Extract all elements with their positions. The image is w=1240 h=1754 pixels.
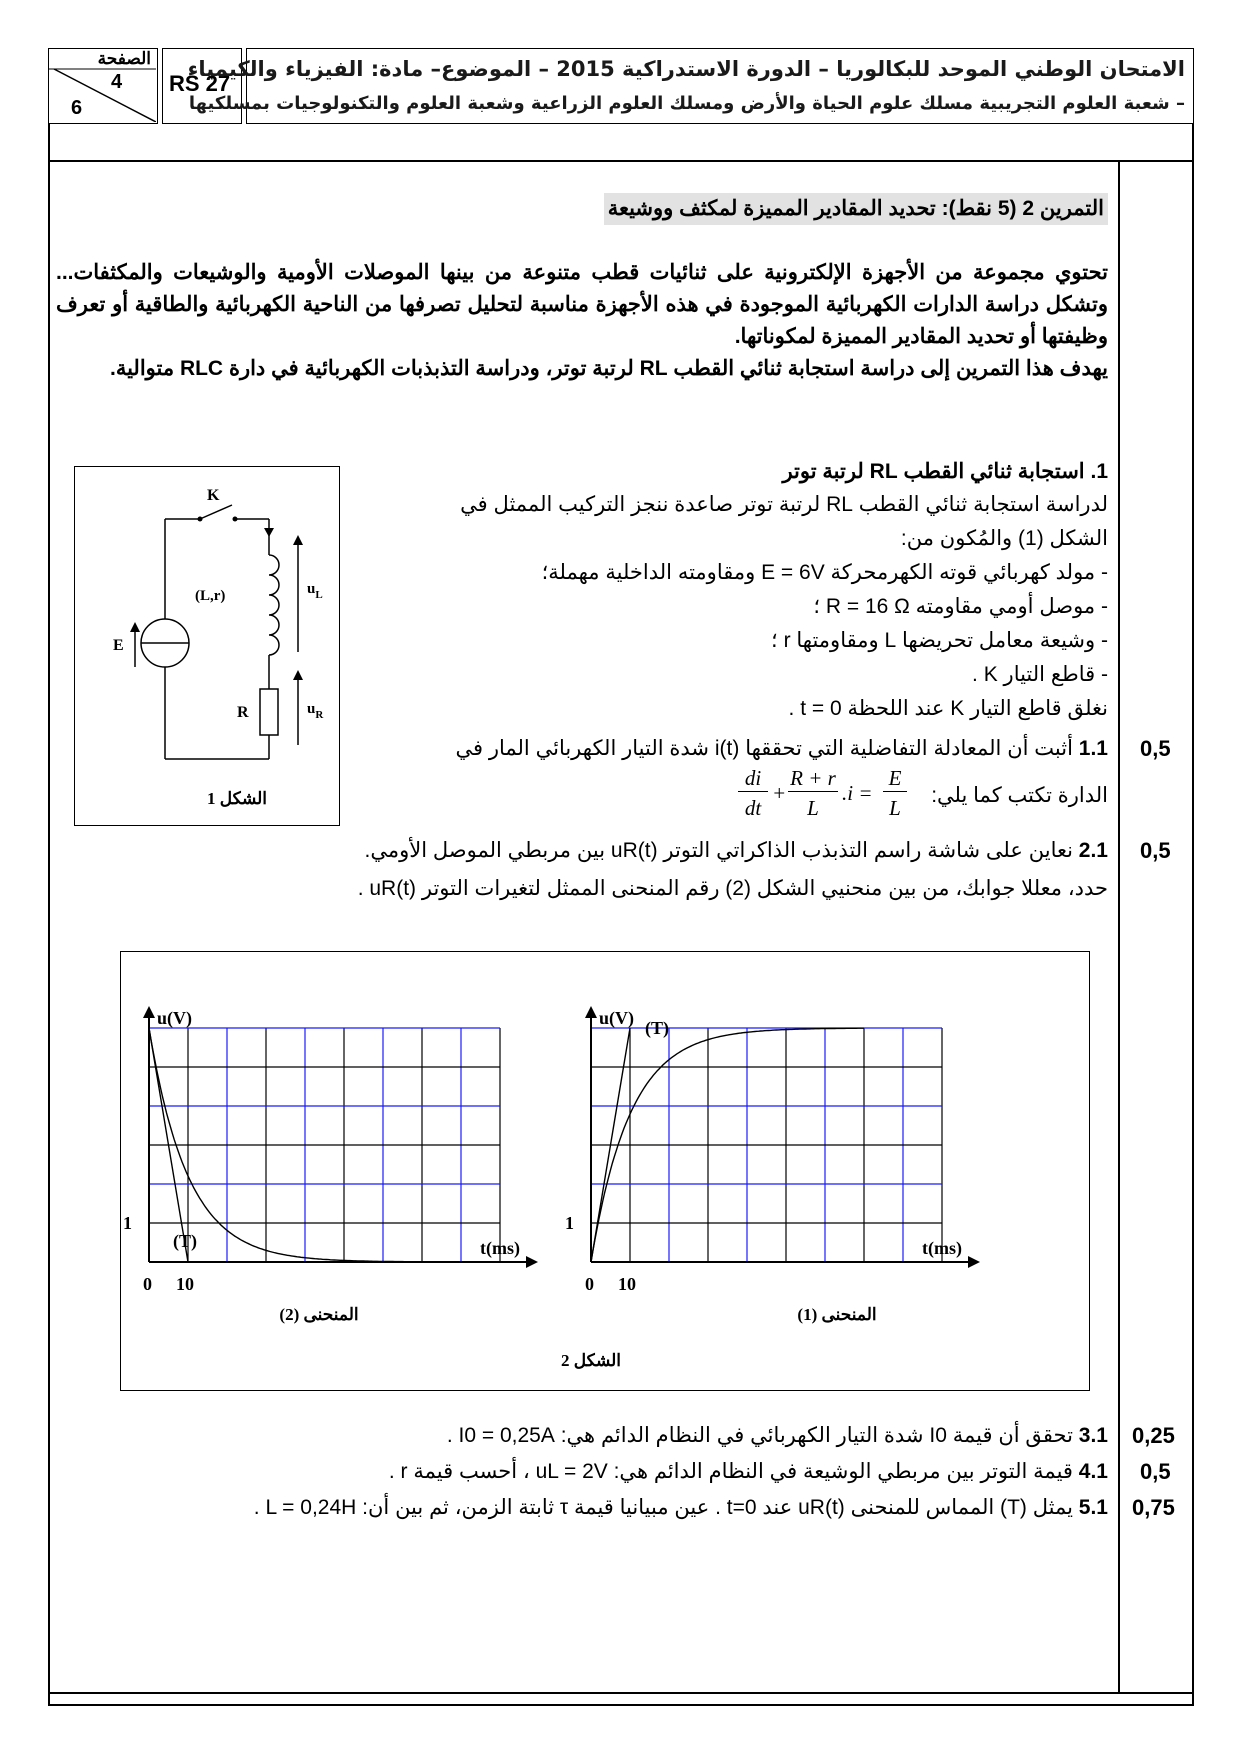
q51-number: 5.1	[1078, 1496, 1108, 1519]
current-arrow-icon	[264, 528, 274, 537]
eq-num2: R + r	[788, 766, 838, 792]
frame-left	[48, 124, 50, 1704]
uR-arrowhead-icon	[293, 670, 303, 680]
eq-den1: dt	[744, 796, 762, 820]
frame-score-divider	[1118, 160, 1120, 1692]
c2-x-arrow-icon	[526, 1256, 538, 1268]
generator-icon	[141, 619, 189, 667]
figure2-box	[120, 951, 1090, 1391]
differential-equation	[738, 766, 908, 830]
E-arrowhead-icon	[130, 622, 140, 632]
part1-line-3: - مولد كهربائي قوته الكهرمحركة E = 6V ومقاومته الداخلية مهملة؛	[541, 561, 1108, 584]
switch-icon	[198, 505, 238, 522]
frame-right	[1192, 124, 1194, 1704]
q21-body: نعاين على شاشة راسم التذبذب الذاكراتي التوتر uR(t) بين مربطي الموصل الأومي.	[364, 839, 1073, 862]
q11-score: 0,5	[1140, 736, 1171, 761]
part1-line-7: نغلق قاطع التيار K عند اللحظة t = 0 .	[788, 697, 1108, 720]
exam-subtitle: – شعبة العلوم التجريبية مسلك علوم الحياة والأرض ومسلك العلوم الزراعية وشعبة العلوم والتكنولوجيات بمسلكيها	[188, 93, 1185, 114]
q31-score: 0,25	[1132, 1423, 1175, 1448]
switch-label: K	[207, 487, 220, 504]
part1-line-2: الشكل (1) والمُكون من:	[900, 527, 1108, 550]
c2-tick-x: 10	[176, 1274, 194, 1294]
q41-body: قيمة التوتر بين مربطي الوشيعة في النظام الدائم هي: uL = 2V ، أحسب قيمة r .	[388, 1460, 1073, 1483]
part1-heading: 1. استجابة ثنائي القطب RL لرتبة توتر	[782, 460, 1108, 483]
q41-number: 4.1	[1078, 1460, 1108, 1483]
q51-text	[254, 1492, 1108, 1524]
resistor-icon	[260, 689, 278, 735]
c2-y-label: u(V)	[157, 1008, 192, 1028]
exam-title: الامتحان الوطني الموحد للبكالوريا – الدورة الاستدراكية 2015 – الموضوع– مادة: الفيزياء والكيمياء	[187, 57, 1185, 81]
uL-arrowhead-icon	[293, 535, 303, 545]
eq-mid: .i =	[842, 781, 873, 805]
q11-body: أثبت أن المعادلة التفاضلية التي تحققها i(t) شدة التيار الكهربائي المار في	[455, 737, 1073, 760]
q31-body: تحقق أن قيمة I0 شدة التيار الكهربائي في النظام الدائم هي: I0 = 0,25A .	[446, 1424, 1073, 1447]
c1-tick-y: 1	[565, 1213, 574, 1233]
c1-tangent-label: (T)	[645, 1018, 669, 1038]
q51-body: يمثل (T) المماس للمنحنى uR(t) عند t=0 . عين مبيانيا قيمة τ ثابتة الزمن، ثم بين أن: L = 0,24H .	[253, 1496, 1073, 1519]
q41-score: 0,5	[1140, 1459, 1171, 1484]
part1-line-5: - وشيعة معامل تحريضها L ومقاومتها r ؛	[771, 629, 1108, 652]
q11-text2: الدارة تكتب كما يلي:	[931, 784, 1108, 807]
circuit-diagram	[75, 467, 338, 824]
curve2-caption: المنحنى (2)	[279, 1305, 359, 1324]
q21-text	[364, 835, 1108, 867]
q21-score: 0,5	[1140, 838, 1171, 863]
eq-den2: L	[807, 796, 819, 820]
q41-text	[389, 1456, 1108, 1488]
resistor-label: R	[237, 704, 249, 721]
page-indicator-box	[48, 48, 158, 124]
eq-plus: +	[772, 781, 787, 805]
c1-x-label: t(ms)	[922, 1238, 962, 1258]
exercise-title: التمرين 2 (5 نقط): تحديد المقادير المميزة لمكثف ووشيعة	[604, 193, 1108, 225]
figure2-caption: الشكل 2	[560, 1351, 622, 1370]
part1-line-4: - موصل أومي مقاومته R = 16 Ω ؛	[813, 595, 1108, 618]
page-total: 6	[71, 97, 83, 119]
c2-y-arrow-icon	[143, 1006, 155, 1018]
c1-tick-x0: 0	[585, 1274, 594, 1294]
q21-text2: حدد، معللا جوابك، من بين منحنيي الشكل (2) رقم المنحنى الممثل لتغيرات التوتر uR(t) .	[357, 877, 1108, 900]
q11-text	[455, 733, 1108, 765]
part1-line-1: لدراسة استجابة ثنائي القطب RL لرتبة توتر صاعدة ننجز التركيب الممثل في	[460, 493, 1108, 516]
exercise-intro: تحتوي مجموعة من الأجهزة الإلكترونية على ثنائيات قطب متنوعة من بينها الموصلات الأومية والوشيعات والمكثفات... وتشكل دراسة الدارات الكهربائية الموجودة في هذه الأجهزة مناسبة لتحليل تصرفها من الناحية الكهربائية والطاقية أو تعرف وظيفتها أو تحديد المقادير المميزة لمكوناتها.	[56, 261, 1108, 348]
page-current: 4	[111, 71, 123, 93]
page-label: الصفحة	[97, 49, 151, 68]
curve1-caption: المنحنى (1)	[797, 1305, 877, 1324]
part1-line-6: - قاطع التيار K .	[972, 663, 1108, 686]
exercise-aim: يهدف هذا التمرين إلى دراسة استجابة ثنائي القطب RL لرتبة توتر، ودراسة التذبذبات الكهربائية في دارة RLC متوالية.	[110, 357, 1108, 380]
figure2-svg	[121, 952, 1088, 1389]
figure1-box	[74, 466, 340, 826]
uR-label: $u_R$	[307, 701, 324, 721]
c2-tangent-label: (T)	[173, 1231, 197, 1251]
frame-bottom-inner	[48, 1692, 1194, 1694]
frame-top	[48, 160, 1194, 162]
c2-tick-x0: 0	[143, 1274, 152, 1294]
q11-number: 1.1	[1078, 737, 1108, 760]
q51-score: 0,75	[1132, 1495, 1175, 1520]
exam-code: RS 27	[169, 71, 231, 96]
coil-label: (L,r)	[195, 588, 226, 604]
q21-number: 2.1	[1078, 839, 1108, 862]
figure1-caption: الشكل 1	[206, 789, 268, 808]
q31-number: 3.1	[1078, 1424, 1108, 1447]
uL-label: $u_L$	[307, 581, 323, 601]
c2-x-label: t(ms)	[480, 1238, 520, 1258]
frame-bottom	[48, 1704, 1194, 1706]
coil-icon	[269, 555, 279, 655]
c1-y-arrow-icon	[585, 1006, 597, 1018]
q31-text	[447, 1420, 1108, 1452]
eq-num3: E	[883, 766, 907, 792]
c1-y-label: u(V)	[599, 1008, 634, 1028]
eq-num1: di	[738, 766, 768, 792]
c1-x-arrow-icon	[968, 1256, 980, 1268]
c2-tick-y: 1	[123, 1213, 132, 1233]
eq-den3: L	[889, 796, 901, 820]
generator-label: E	[113, 637, 124, 654]
c1-tick-x: 10	[618, 1274, 636, 1294]
